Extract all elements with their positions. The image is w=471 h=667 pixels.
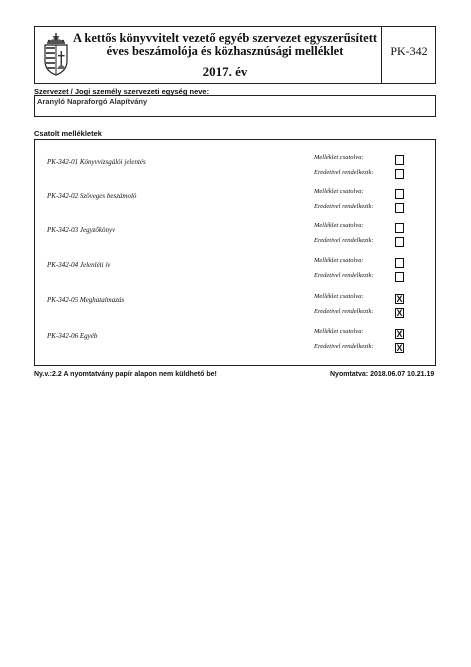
form-code: PK-342 <box>390 44 428 58</box>
original-checkbox[interactable] <box>395 203 404 213</box>
form-year: 2017. év <box>202 64 248 79</box>
attached-label: Melléklet csatolva: <box>314 293 364 300</box>
footer-version-note: Ny.v.:2.2 A nyomtatvány papír alapon nem küldhető be! <box>34 371 217 378</box>
attached-label: Melléklet csatolva: <box>314 222 364 229</box>
attachment-label: PK-342-02 Szöveges beszámoló <box>47 192 137 200</box>
footer-print-date: Nyomtatva: 2018.06.07 10.21.19 <box>330 371 435 378</box>
attached-checkbox[interactable] <box>395 155 404 165</box>
original-checkbox[interactable]: X <box>396 343 403 353</box>
attachment-label: PK-342-04 Jelenléti ív <box>47 261 111 269</box>
attached-label: Melléklet csatolva: <box>314 154 364 161</box>
attached-checkbox[interactable] <box>395 189 404 199</box>
attached-checkbox[interactable]: X <box>396 329 403 339</box>
attached-checkbox[interactable] <box>395 258 404 268</box>
original-checkbox[interactable] <box>395 272 404 282</box>
original-checkbox[interactable] <box>395 237 404 247</box>
attachment-label: PK-342-05 Meghatalmazás <box>47 296 125 304</box>
original-label: Eredetivel rendelkezik: <box>314 237 374 244</box>
attached-checkbox[interactable] <box>395 223 404 233</box>
original-checkbox[interactable] <box>395 169 404 179</box>
original-label: Eredetivel rendelkezik: <box>314 169 374 176</box>
attachment-label: PK-342-06 Egyéb <box>47 332 98 340</box>
original-label: Eredetivel rendelkezik: <box>314 343 374 350</box>
original-label: Eredetivel rendelkezik: <box>314 308 374 315</box>
attachments-section-label: Csatolt mellékletek <box>34 129 102 138</box>
attached-checkbox[interactable]: X <box>396 294 403 304</box>
attached-label: Melléklet csatolva: <box>314 328 364 335</box>
attached-label: Melléklet csatolva: <box>314 257 364 264</box>
attached-label: Melléklet csatolva: <box>314 188 364 195</box>
form-title-line-2: éves beszámolója és közhasznúsági melléklet <box>106 44 344 58</box>
form-title-line-1: A kettős könyvvitelt vezető egyéb szervezet egyszerűsített <box>72 31 378 45</box>
original-label: Eredetivel rendelkezik: <box>314 272 374 279</box>
attachment-label: PK-342-01 Könyvvizsgálói jelentés <box>47 158 146 166</box>
attachment-label: PK-342-03 Jegyzőkönyv <box>47 226 116 234</box>
organization-name-value: Aranyló Napraforgó Alapítvány <box>37 97 148 106</box>
coat-of-arms-icon <box>42 33 70 77</box>
organization-label: Szervezet / Jogi személy szervezeti egység neve: <box>34 87 210 96</box>
original-label: Eredetivel rendelkezik: <box>314 203 374 210</box>
original-checkbox[interactable]: X <box>396 308 403 318</box>
